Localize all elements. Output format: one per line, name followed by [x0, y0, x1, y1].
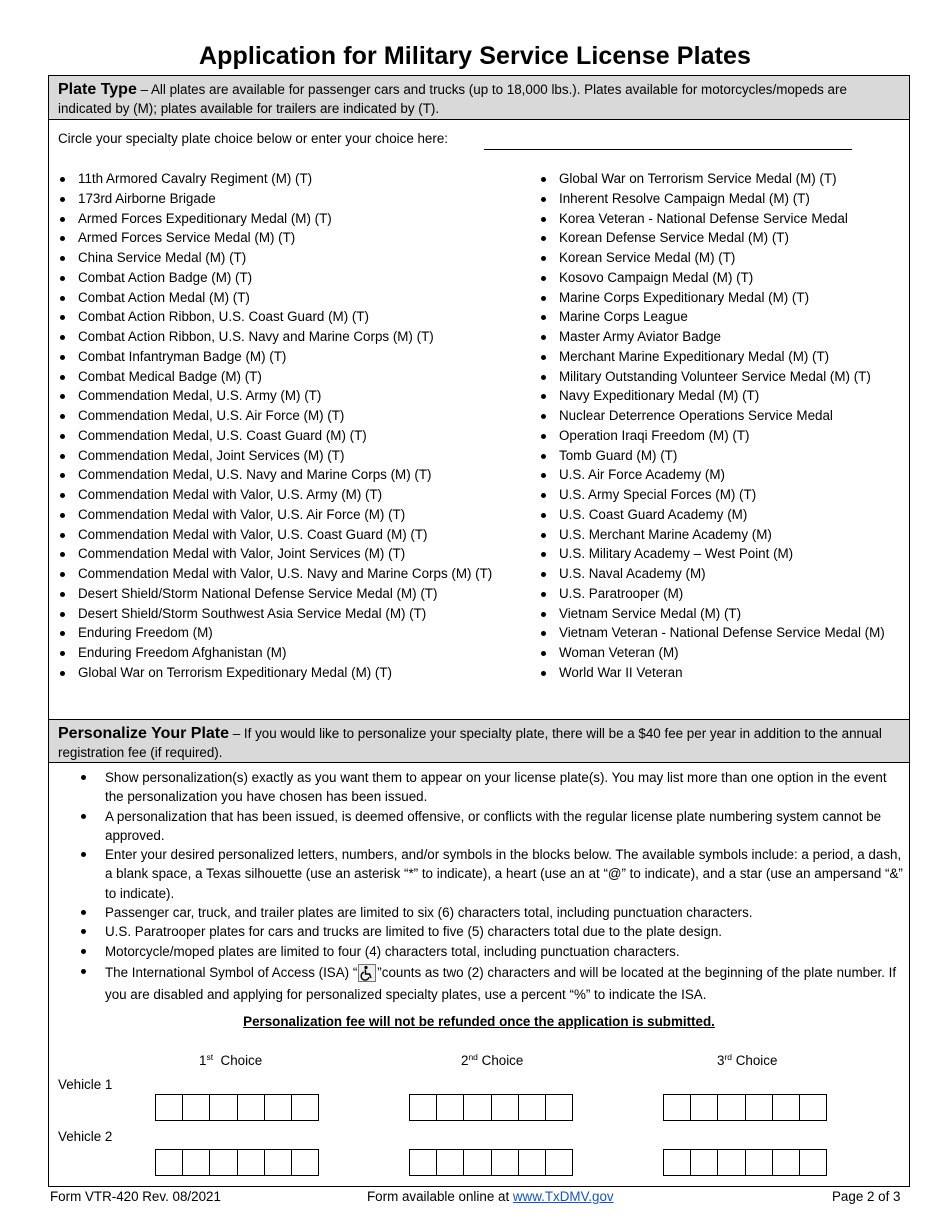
- character-box[interactable]: [182, 1094, 210, 1121]
- plate-option[interactable]: Armed Forces Service Medal (M) (T): [58, 228, 492, 248]
- plate-option[interactable]: 173rd Airborne Brigade: [58, 189, 492, 209]
- character-box[interactable]: [772, 1094, 800, 1121]
- plate-option[interactable]: Enduring Freedom (M): [58, 623, 492, 643]
- character-box[interactable]: [436, 1149, 464, 1176]
- character-box[interactable]: [436, 1094, 464, 1121]
- plate-type-heading: Plate Type: [58, 81, 137, 98]
- plate-option[interactable]: Combat Action Ribbon, U.S. Navy and Marine Corps (M) (T): [58, 327, 492, 347]
- character-box[interactable]: [182, 1149, 210, 1176]
- plate-option[interactable]: Desert Shield/Storm Southwest Asia Service Medal (M) (T): [58, 604, 492, 624]
- character-box[interactable]: [799, 1094, 827, 1121]
- plate-option[interactable]: Kosovo Campaign Medal (M) (T): [539, 268, 885, 288]
- plate-type-description: – All plates are available for passenger cars and trucks (up to 18,000 lbs.). Plates available for motorcycles/mopeds are indicated by (M); plates available for trailers are indicated by (T).: [58, 82, 847, 116]
- vehicle-2-choice-2-boxes: [409, 1149, 573, 1176]
- rule-item: Passenger car, truck, and trailer plates are limited to six (6) characters total, including punctuation characters.: [58, 903, 908, 922]
- plate-option[interactable]: Inherent Resolve Campaign Medal (M) (T): [539, 189, 885, 209]
- plate-option[interactable]: Commendation Medal, U.S. Air Force (M) (T): [58, 406, 492, 426]
- character-box[interactable]: [237, 1149, 265, 1176]
- character-box[interactable]: [409, 1149, 437, 1176]
- character-box[interactable]: [663, 1094, 691, 1121]
- plate-option[interactable]: U.S. Naval Academy (M): [539, 564, 885, 584]
- txdmv-link[interactable]: www.TxDMV.gov: [512, 1189, 614, 1204]
- choice-2-label: 2nd Choice: [461, 1052, 524, 1068]
- plate-choice-field[interactable]: [484, 149, 852, 150]
- wheelchair-icon: [358, 964, 376, 982]
- vehicle-1-choice-2-boxes: [409, 1094, 573, 1121]
- character-box[interactable]: [745, 1149, 773, 1176]
- form-availability: Form available online at www.TxDMV.gov: [367, 1189, 614, 1204]
- page-number: Page 2 of 3: [832, 1189, 901, 1204]
- plate-option[interactable]: Navy Expeditionary Medal (M) (T): [539, 386, 885, 406]
- plate-option[interactable]: Combat Action Badge (M) (T): [58, 268, 492, 288]
- character-box[interactable]: [545, 1149, 573, 1176]
- plate-list-right: [539, 169, 885, 683]
- rule-item: U.S. Paratrooper plates for cars and trucks are limited to five (5) characters total due to the plate design.: [58, 922, 908, 941]
- rule-item: Show personalization(s) exactly as you want them to appear on your license plate(s). You may list more than one option in the event the personalization you have chosen has been issued.: [58, 768, 908, 807]
- plate-option[interactable]: Korean Service Medal (M) (T): [539, 248, 885, 268]
- plate-option[interactable]: Korea Veteran - National Defense Service Medal: [539, 209, 885, 229]
- plate-option[interactable]: Marine Corps League: [539, 307, 885, 327]
- plate-option[interactable]: Combat Action Ribbon, U.S. Coast Guard (M) (T): [58, 307, 492, 327]
- refund-notice: Personalization fee will not be refunded once the application is submitted.: [243, 1014, 715, 1029]
- character-box[interactable]: [409, 1094, 437, 1121]
- plate-option[interactable]: China Service Medal (M) (T): [58, 248, 492, 268]
- character-box[interactable]: [209, 1149, 237, 1176]
- plate-option[interactable]: Commendation Medal with Valor, U.S. Coast Guard (M) (T): [58, 525, 492, 545]
- character-box[interactable]: [209, 1094, 237, 1121]
- character-box[interactable]: [491, 1149, 519, 1176]
- character-box[interactable]: [291, 1094, 319, 1121]
- plate-option[interactable]: Commendation Medal, Joint Services (M) (T): [58, 446, 492, 466]
- rule-item: A personalization that has been issued, is deemed offensive, or conflicts with the regular license plate numbering system cannot be approved.: [58, 807, 908, 846]
- character-box[interactable]: [690, 1094, 718, 1121]
- character-box[interactable]: [717, 1094, 745, 1121]
- character-box[interactable]: [155, 1149, 183, 1176]
- choice-3-label: 3rd Choice: [717, 1052, 778, 1068]
- plate-option[interactable]: Vietnam Veteran - National Defense Service Medal (M): [539, 623, 885, 643]
- plate-option[interactable]: Woman Veteran (M): [539, 643, 885, 663]
- personalization-rules: [58, 768, 908, 1006]
- plate-option[interactable]: Commendation Medal, U.S. Navy and Marine Corps (M) (T): [58, 465, 492, 485]
- plate-option[interactable]: Commendation Medal with Valor, Joint Services (M) (T): [58, 544, 492, 564]
- plate-option[interactable]: World War II Veteran: [539, 663, 885, 683]
- character-box[interactable]: [237, 1094, 265, 1121]
- personalize-header: [49, 719, 909, 763]
- character-box[interactable]: [663, 1149, 691, 1176]
- character-box[interactable]: [717, 1149, 745, 1176]
- plate-type-header: [49, 76, 909, 120]
- plate-option[interactable]: Enduring Freedom Afghanistan (M): [58, 643, 492, 663]
- personalize-heading: Personalize Your Plate: [58, 725, 230, 742]
- choice-1-label: 1st Choice: [199, 1052, 263, 1068]
- plate-option[interactable]: Global War on Terrorism Service Medal (M) (T): [539, 169, 885, 189]
- character-box[interactable]: [518, 1149, 546, 1176]
- plate-option[interactable]: Commendation Medal with Valor, U.S. Navy and Marine Corps (M) (T): [58, 564, 492, 584]
- plate-option[interactable]: Marine Corps Expeditionary Medal (M) (T): [539, 288, 885, 308]
- vehicle-2-choice-3-boxes: [663, 1149, 827, 1176]
- character-box[interactable]: [491, 1094, 519, 1121]
- plate-option[interactable]: Global War on Terrorism Expeditionary Medal (M) (T): [58, 663, 492, 683]
- character-box[interactable]: [518, 1094, 546, 1121]
- character-box[interactable]: [291, 1149, 319, 1176]
- plate-option[interactable]: Combat Action Medal (M) (T): [58, 288, 492, 308]
- plate-option[interactable]: Merchant Marine Expeditionary Medal (M) (T): [539, 347, 885, 367]
- character-box[interactable]: [264, 1094, 292, 1121]
- character-box[interactable]: [264, 1149, 292, 1176]
- vehicle-1-label: Vehicle 1: [58, 1077, 113, 1092]
- plate-option[interactable]: Master Army Aviator Badge: [539, 327, 885, 347]
- plate-option[interactable]: Commendation Medal with Valor, U.S. Army (M) (T): [58, 485, 492, 505]
- personalize-description: – If you would like to personalize your specialty plate, there will be a $40 fee per year in addition to the annual registration fee (if required).: [58, 726, 882, 760]
- plate-option[interactable]: U.S. Air Force Academy (M): [539, 465, 885, 485]
- character-box[interactable]: [155, 1094, 183, 1121]
- vehicle-2-choice-1-boxes: [155, 1149, 319, 1176]
- rule-item: Motorcycle/moped plates are limited to four (4) characters total, including punctuation characters.: [58, 942, 908, 961]
- plate-option[interactable]: U.S. Merchant Marine Academy (M): [539, 525, 885, 545]
- plate-option[interactable]: Armed Forces Expeditionary Medal (M) (T): [58, 209, 492, 229]
- plate-option[interactable]: 11th Armored Cavalry Regiment (M) (T): [58, 169, 492, 189]
- plate-option[interactable]: Commendation Medal, U.S. Army (M) (T): [58, 386, 492, 406]
- plate-option[interactable]: Nuclear Deterrence Operations Service Medal: [539, 406, 885, 426]
- form-number: Form VTR-420 Rev. 08/2021: [50, 1189, 221, 1204]
- circle-choice-prompt: Circle your specialty plate choice below or enter your choice here:: [58, 131, 449, 146]
- plate-option[interactable]: Tomb Guard (M) (T): [539, 446, 885, 466]
- plate-option[interactable]: Combat Medical Badge (M) (T): [58, 367, 492, 387]
- plate-option[interactable]: Military Outstanding Volunteer Service Medal (M) (T): [539, 367, 885, 387]
- plate-option[interactable]: U.S. Coast Guard Academy (M): [539, 505, 885, 525]
- vehicle-1-choice-3-boxes: [663, 1094, 827, 1121]
- plate-option[interactable]: Desert Shield/Storm National Defense Service Medal (M) (T): [58, 584, 492, 604]
- character-box[interactable]: [463, 1149, 491, 1176]
- character-box[interactable]: [745, 1094, 773, 1121]
- character-box[interactable]: [772, 1149, 800, 1176]
- form-title: Application for Military Service License Plates: [198, 42, 752, 70]
- rule-item: Enter your desired personalized letters, numbers, and/or symbols in the blocks below. The available symbols include: a period, a dash, a blank space, a Texas silhouette (use an asterisk “*” to indicate), a heart (use an at “@” to indicate), and a star (use an ampersand “&” to indicate).: [58, 845, 908, 903]
- vehicle-1-choice-1-boxes: [155, 1094, 319, 1121]
- form-frame: [48, 75, 910, 1187]
- character-box[interactable]: [799, 1149, 827, 1176]
- vehicle-2-label: Vehicle 2: [58, 1129, 113, 1144]
- plate-option[interactable]: Vietnam Service Medal (M) (T): [539, 604, 885, 624]
- plate-option[interactable]: U.S. Paratrooper (M): [539, 584, 885, 604]
- character-box[interactable]: [463, 1094, 491, 1121]
- plate-option[interactable]: Commendation Medal with Valor, U.S. Air Force (M) (T): [58, 505, 492, 525]
- plate-option[interactable]: Combat Infantryman Badge (M) (T): [58, 347, 492, 367]
- character-box[interactable]: [690, 1149, 718, 1176]
- plate-option[interactable]: U.S. Military Academy – West Point (M): [539, 544, 885, 564]
- rule-item-isa: The International Symbol of Access (ISA) “ ”counts as two (2) characters and will be located at the beginning of the plate number. If you are disabled and applying for personalized specialty plates, use a percent “%” to indicate the ISA.: [58, 962, 908, 1006]
- plate-option[interactable]: Commendation Medal, U.S. Coast Guard (M) (T): [58, 426, 492, 446]
- plate-list-left: [58, 169, 492, 683]
- plate-option[interactable]: Operation Iraqi Freedom (M) (T): [539, 426, 885, 446]
- plate-option[interactable]: Korean Defense Service Medal (M) (T): [539, 228, 885, 248]
- character-box[interactable]: [545, 1094, 573, 1121]
- plate-option[interactable]: U.S. Army Special Forces (M) (T): [539, 485, 885, 505]
